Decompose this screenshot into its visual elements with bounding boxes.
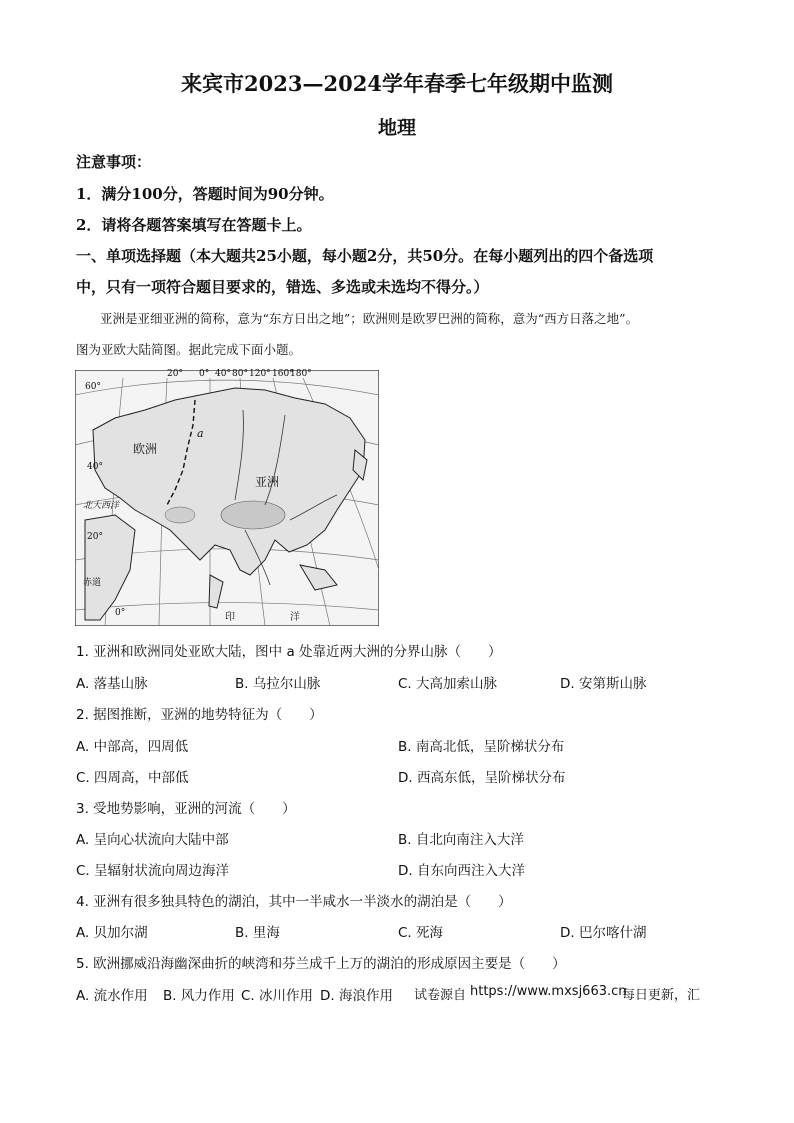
passage-line-2: 图为亚欧大陆简图。据此完成下面小题。	[76, 342, 302, 357]
map-lon-label: 80°	[232, 369, 248, 379]
question-1-option-b: B. 乌拉尔山脉	[235, 676, 321, 692]
map-lon-label: 40°	[215, 369, 231, 379]
question-4-option-c: C. 死海	[398, 925, 444, 941]
map-label-europe: 欧洲	[133, 442, 158, 456]
question-3-option-c: C. 呈辐射状流向周边海洋	[76, 863, 230, 879]
section-instruction-line-1: 一、单项选择题（本大题共25小题，每小题2分，共50分。在每小题列出的四个备选项	[76, 247, 654, 265]
map-lat-label: 40°	[87, 462, 103, 472]
question-1-option-d: D. 安第斯山脉	[560, 676, 647, 692]
map-lon-label: 0°	[199, 369, 210, 379]
map-label-equator: 赤道	[83, 578, 102, 588]
question-3-option-d: D. 自东向西注入大洋	[398, 863, 525, 879]
eurasia-map	[75, 370, 379, 626]
question-2-option-a: A. 中部高，四周低	[76, 739, 189, 755]
question-2-option-c: C. 四周高，中部低	[76, 770, 189, 786]
map-label-asia: 亚洲	[255, 475, 280, 489]
map-label-north-atlantic: 北大西洋	[83, 501, 120, 511]
question-5-option-b: B. 风力作用	[163, 988, 235, 1004]
map-label-indian: 印	[225, 612, 235, 623]
map-label-ocean: 洋	[290, 612, 300, 623]
question-5-option-a: A. 流水作用	[76, 988, 148, 1004]
question-2-stem: 2. 据图推断，亚洲的地势特征为（ ）	[76, 707, 323, 723]
passage-line-1: 亚洲是亚细亚洲的简称，意为“东方日出之地”；欧洲则是欧罗巴洲的简称，意为“西方日落之地”。	[100, 311, 639, 326]
notice-heading: 注意事项：	[76, 153, 152, 171]
map-lon-label: 160°	[272, 369, 294, 379]
map-lat-label: 20°	[87, 532, 103, 542]
footer-url-link[interactable]: https://www.mxsj663.cn	[470, 984, 627, 999]
map-label-a: a	[197, 427, 204, 440]
question-2-option-d: D. 西高东低，呈阶梯状分布	[398, 770, 566, 786]
question-1-option-c: C. 大高加索山脉	[398, 676, 498, 692]
question-2-option-b: B. 南高北低，呈阶梯状分布	[398, 739, 565, 755]
footer-source-label: 试卷源自	[414, 988, 467, 1003]
question-3-option-b: B. 自北向南注入大洋	[398, 832, 524, 848]
question-4-stem: 4. 亚洲有很多独具特色的湖泊，其中一半咸水一半淡水的湖泊是（ ）	[76, 894, 512, 910]
question-1-stem: 1. 亚洲和欧洲同处亚欧大陆，图中 a 处靠近两大洲的分界山脉（ ）	[76, 644, 502, 660]
map-lat-label: 0°	[115, 608, 126, 618]
question-4-option-b: B. 里海	[235, 925, 280, 941]
notice-item-2: 2．请将各题答案填写在答题卡上。	[76, 216, 312, 234]
question-3-stem: 3. 受地势影响，亚洲的河流（ ）	[76, 801, 296, 817]
question-5-stem: 5. 欧洲挪威沿海幽深曲折的峡湾和芬兰成千上万的湖泊的形成原因主要是（ ）	[76, 956, 566, 972]
map-lat-label: 60°	[85, 382, 101, 392]
question-5-option-d: D. 海浪作用	[320, 988, 393, 1004]
question-4-option-d: D. 巴尔喀什湖	[560, 925, 647, 941]
map-lon-label: 20°	[167, 369, 183, 379]
map-lon-label: 120°	[249, 369, 271, 379]
map-lon-label: 180°	[290, 369, 312, 379]
footer-tail-text: 每日更新，汇	[622, 988, 701, 1003]
section-instruction-line-2: 中，只有一项符合题目要求的，错选、多选或未选均不得分。）	[76, 278, 489, 296]
question-4-option-a: A. 贝加尔湖	[76, 925, 148, 941]
notice-item-1: 1．满分100分，答题时间为90分钟。	[76, 185, 334, 203]
exam-title: 来宾市2023—2024学年春季七年级期中监测	[181, 71, 613, 96]
question-1-option-a: A. 落基山脉	[76, 676, 148, 692]
question-3-option-a: A. 呈向心状流向大陆中部	[76, 832, 229, 848]
question-5-option-c: C. 冰川作用	[241, 988, 314, 1004]
subject-title: 地理	[377, 117, 416, 139]
